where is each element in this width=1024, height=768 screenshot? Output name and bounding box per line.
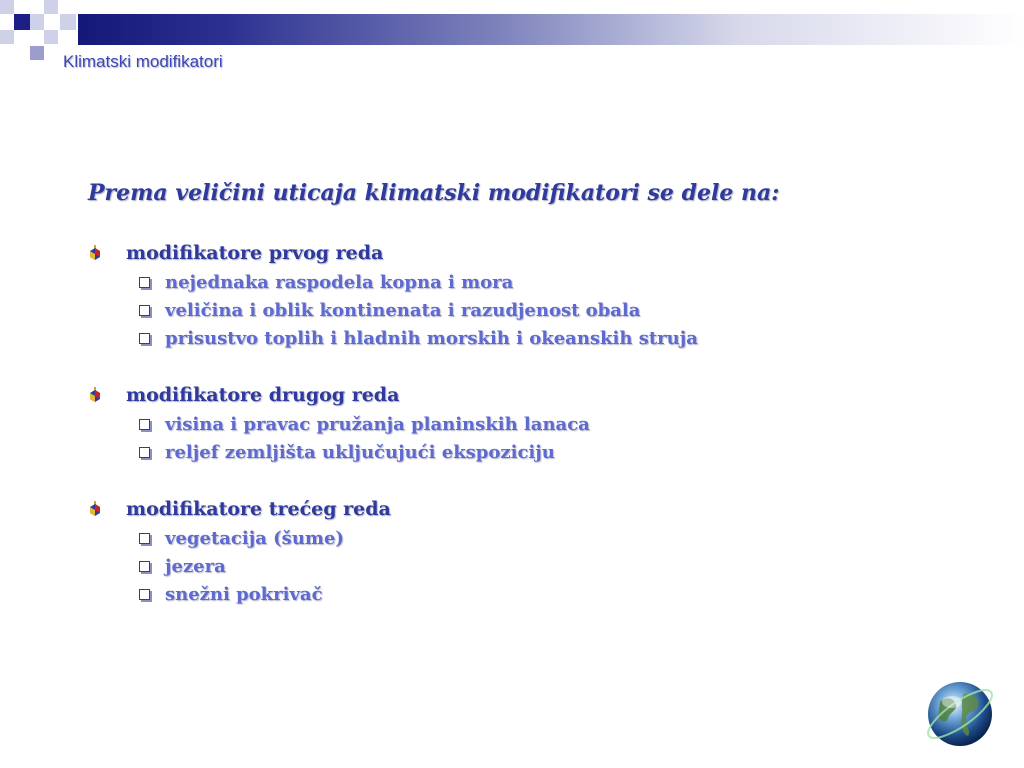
modifier-group [88,494,848,608]
group-heading [88,380,848,410]
header-decor-square [44,30,58,44]
header-decor-square [44,0,58,14]
list-item-label: veličina i oblik kontinenata i razudjenost obala [165,299,641,321]
list-item-label: visina i pravac pružanja planinskih lanaca [165,413,590,435]
globe-icon [922,672,1002,756]
list-item-label: prisustvo toplih i hladnih morskih i okeanskih struja [165,327,698,349]
list-item [139,524,848,552]
checkbox-bullet-icon [139,305,150,316]
header-title: Klimatski modifikatori [63,52,223,71]
modifier-group [88,380,848,466]
list-item [139,410,848,438]
header-decor-square [30,14,44,30]
header-decor-square [60,14,76,30]
list-item [139,324,848,352]
checkbox-bullet-icon [139,419,150,430]
checkbox-bullet-icon [139,561,150,572]
slide-intro: Prema veličini uticaja klimatski modifikatori se dele na: [88,180,780,206]
checkbox-bullet-icon [139,447,150,458]
list-item [139,438,848,466]
list-item [139,580,848,608]
group-label: modifikatore prvog reda [126,242,384,264]
list-item-label: snežni pokrivač [165,583,323,605]
list-item-label: nejednaka raspodela kopna i mora [165,271,514,293]
flower-bullet-icon [88,387,102,403]
flower-bullet-icon [88,245,102,261]
list-item-label: jezera [165,555,226,577]
header-gradient-bar [78,14,1024,45]
list-item [139,296,848,324]
checkbox-bullet-icon [139,333,150,344]
list-item-label: vegetacija (šume) [165,527,344,549]
header-decor-square [14,14,30,30]
checkbox-bullet-icon [139,533,150,544]
header-decor-square [0,0,14,14]
checkbox-bullet-icon [139,589,150,600]
group-label: modifikatore trećeg reda [126,498,391,520]
flower-bullet-icon [88,501,102,517]
list-item [139,552,848,580]
checkbox-bullet-icon [139,277,150,288]
modifier-group [88,238,848,352]
group-heading [88,494,848,524]
header-decor-square [30,46,44,60]
list-item-label: reljef zemljišta uključujući ekspoziciju [165,441,555,463]
list-item [139,268,848,296]
modifier-groups [88,238,848,636]
group-label: modifikatore drugog reda [126,384,400,406]
group-heading [88,238,848,268]
header-decor-square [0,30,14,44]
